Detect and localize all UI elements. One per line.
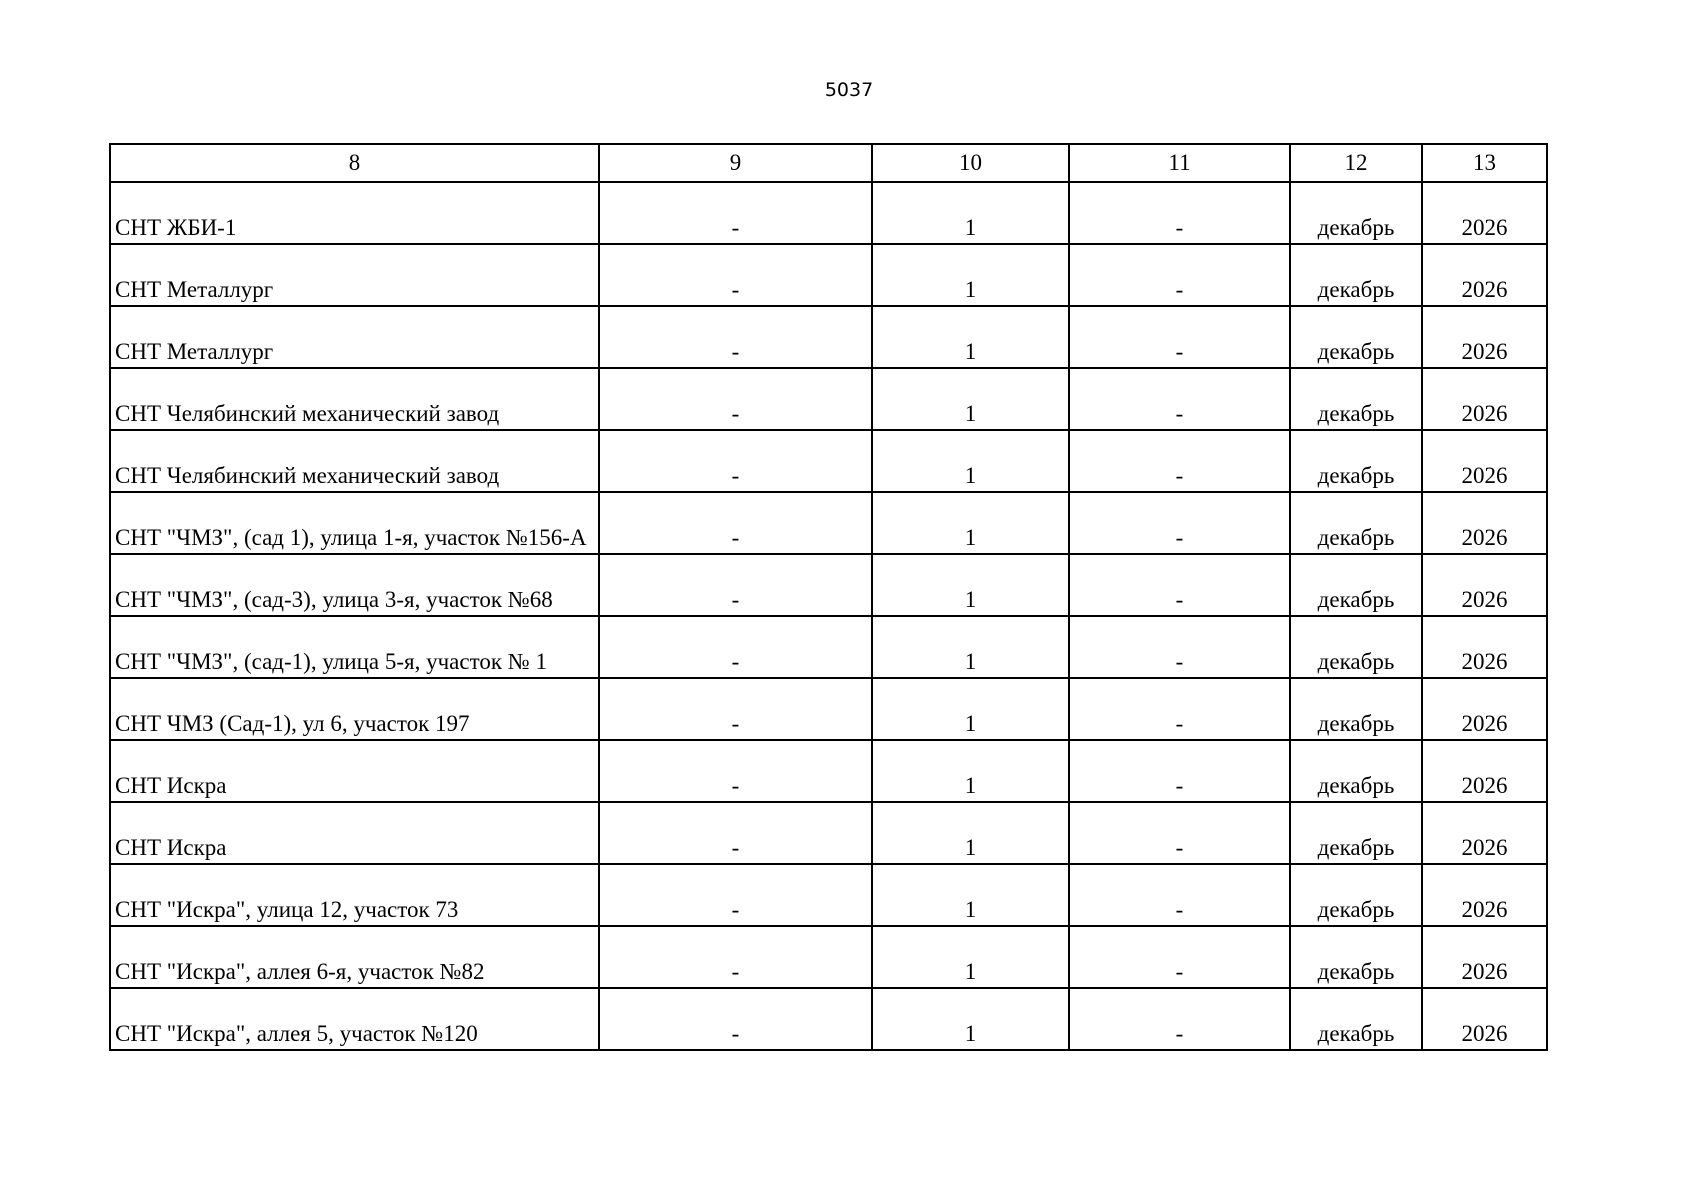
- cell-month: декабрь: [1290, 864, 1422, 926]
- column-header-12: 12: [1290, 144, 1422, 182]
- cell-month: декабрь: [1290, 740, 1422, 802]
- cell-name: СНТ Металлург: [110, 306, 599, 368]
- cell-col-11: -: [1069, 306, 1290, 368]
- cell-year: 2026: [1422, 926, 1547, 988]
- table-row: [110, 368, 1547, 430]
- cell-month: декабрь: [1290, 988, 1422, 1050]
- cell-year: 2026: [1422, 740, 1547, 802]
- table-row: [110, 554, 1547, 616]
- cell-month: декабрь: [1290, 430, 1422, 492]
- table-row: [110, 244, 1547, 306]
- cell-col-10: 1: [872, 678, 1069, 740]
- document-table: [109, 143, 1548, 1051]
- table-body: [110, 182, 1547, 1050]
- column-header-9: 9: [599, 144, 872, 182]
- table-row: [110, 926, 1547, 988]
- cell-month: декабрь: [1290, 802, 1422, 864]
- cell-col-11: -: [1069, 182, 1290, 244]
- cell-name: СНТ Искра: [110, 740, 599, 802]
- table-row: [110, 864, 1547, 926]
- cell-name: СНТ Челябинский механический завод: [110, 368, 599, 430]
- cell-col-11: -: [1069, 802, 1290, 864]
- cell-col-10: 1: [872, 430, 1069, 492]
- table-row: [110, 802, 1547, 864]
- table-row: [110, 492, 1547, 554]
- cell-month: декабрь: [1290, 306, 1422, 368]
- cell-year: 2026: [1422, 864, 1547, 926]
- table-row: [110, 430, 1547, 492]
- cell-col-11: -: [1069, 740, 1290, 802]
- cell-name: СНТ ЧМЗ (Сад-1), ул 6, участок 197: [110, 678, 599, 740]
- cell-month: декабрь: [1290, 678, 1422, 740]
- cell-col-11: -: [1069, 492, 1290, 554]
- cell-col-10: 1: [872, 926, 1069, 988]
- cell-name: СНТ Металлург: [110, 244, 599, 306]
- cell-name: СНТ "ЧМЗ", (сад 1), улица 1-я, участок №156-А: [110, 492, 599, 554]
- cell-name: СНТ "Искра", аллея 5, участок №120: [110, 988, 599, 1050]
- cell-col-9: -: [599, 430, 872, 492]
- column-header-8: 8: [110, 144, 599, 182]
- cell-col-11: -: [1069, 864, 1290, 926]
- cell-col-9: -: [599, 492, 872, 554]
- column-header-10: 10: [872, 144, 1069, 182]
- cell-col-9: -: [599, 988, 872, 1050]
- table-row: [110, 616, 1547, 678]
- cell-col-10: 1: [872, 368, 1069, 430]
- cell-name: СНТ Искра: [110, 802, 599, 864]
- cell-col-10: 1: [872, 244, 1069, 306]
- cell-year: 2026: [1422, 492, 1547, 554]
- cell-year: 2026: [1422, 306, 1547, 368]
- cell-col-10: 1: [872, 182, 1069, 244]
- cell-month: декабрь: [1290, 926, 1422, 988]
- cell-col-11: -: [1069, 430, 1290, 492]
- table-row: [110, 678, 1547, 740]
- cell-col-11: -: [1069, 554, 1290, 616]
- cell-col-9: -: [599, 740, 872, 802]
- cell-col-10: 1: [872, 616, 1069, 678]
- cell-col-11: -: [1069, 616, 1290, 678]
- cell-col-9: -: [599, 244, 872, 306]
- cell-col-9: -: [599, 802, 872, 864]
- cell-col-10: 1: [872, 492, 1069, 554]
- cell-col-10: 1: [872, 864, 1069, 926]
- table-header-row: [110, 144, 1547, 182]
- cell-col-11: -: [1069, 244, 1290, 306]
- cell-month: декабрь: [1290, 616, 1422, 678]
- cell-month: декабрь: [1290, 182, 1422, 244]
- cell-year: 2026: [1422, 368, 1547, 430]
- cell-col-11: -: [1069, 678, 1290, 740]
- column-header-11: 11: [1069, 144, 1290, 182]
- cell-col-9: -: [599, 306, 872, 368]
- cell-year: 2026: [1422, 182, 1547, 244]
- cell-name: СНТ "Искра", улица 12, участок 73: [110, 864, 599, 926]
- cell-col-9: -: [599, 368, 872, 430]
- cell-month: декабрь: [1290, 244, 1422, 306]
- table-row: [110, 988, 1547, 1050]
- table-row: [110, 740, 1547, 802]
- cell-year: 2026: [1422, 802, 1547, 864]
- cell-col-11: -: [1069, 368, 1290, 430]
- cell-name: СНТ "Искра", аллея 6-я, участок №82: [110, 926, 599, 988]
- page-number: 5037: [824, 79, 874, 101]
- cell-year: 2026: [1422, 678, 1547, 740]
- cell-name: СНТ "ЧМЗ", (сад-3), улица 3-я, участок №68: [110, 554, 599, 616]
- cell-col-9: -: [599, 864, 872, 926]
- cell-month: декабрь: [1290, 492, 1422, 554]
- cell-year: 2026: [1422, 988, 1547, 1050]
- table-row: [110, 182, 1547, 244]
- cell-year: 2026: [1422, 616, 1547, 678]
- cell-col-9: -: [599, 678, 872, 740]
- cell-name: СНТ "ЧМЗ", (сад-1), улица 5-я, участок № 1: [110, 616, 599, 678]
- cell-month: декабрь: [1290, 554, 1422, 616]
- cell-month: декабрь: [1290, 368, 1422, 430]
- cell-col-9: -: [599, 554, 872, 616]
- cell-col-10: 1: [872, 988, 1069, 1050]
- cell-year: 2026: [1422, 554, 1547, 616]
- cell-year: 2026: [1422, 430, 1547, 492]
- cell-col-9: -: [599, 616, 872, 678]
- cell-col-9: -: [599, 182, 872, 244]
- cell-col-10: 1: [872, 802, 1069, 864]
- cell-name: СНТ ЖБИ-1: [110, 182, 599, 244]
- cell-col-10: 1: [872, 306, 1069, 368]
- table-row: [110, 306, 1547, 368]
- cell-col-11: -: [1069, 988, 1290, 1050]
- cell-col-11: -: [1069, 926, 1290, 988]
- cell-col-10: 1: [872, 554, 1069, 616]
- cell-col-10: 1: [872, 740, 1069, 802]
- cell-year: 2026: [1422, 244, 1547, 306]
- cell-name: СНТ Челябинский механический завод: [110, 430, 599, 492]
- cell-col-9: -: [599, 926, 872, 988]
- column-header-13: 13: [1422, 144, 1547, 182]
